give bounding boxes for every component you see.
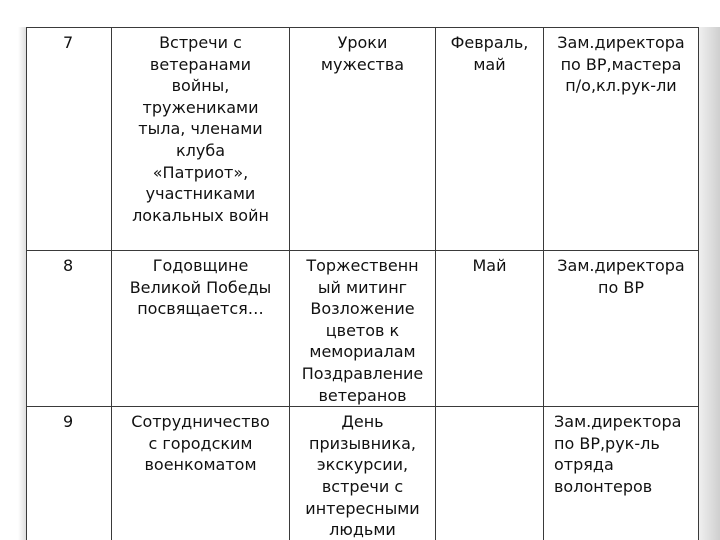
- event-cell: Сотрудничество с городским военкоматом: [112, 407, 290, 540]
- row-number: 8: [27, 251, 112, 407]
- table-row: [27, 28, 699, 251]
- responsible-cell: Зам.директора по ВР,мастера п/о,кл.рук-ли: [544, 28, 699, 251]
- page-shadow-right: [698, 27, 720, 540]
- dates-cell: [436, 407, 544, 540]
- event-cell: Годовщине Великой Победы посвящается…: [112, 251, 290, 407]
- table-row: [27, 407, 699, 540]
- row-number: 9: [27, 407, 112, 540]
- responsible-cell: Зам.директора по ВР: [544, 251, 699, 407]
- form-cell: Торжественн ый митинг Возложение цветов к мемориалам Поздравление ветеранов: [290, 251, 436, 407]
- row-number: 7: [27, 28, 112, 251]
- table-row: [27, 251, 699, 407]
- responsible-cell: Зам.директора по ВР,рук-ль отряда волонтеров: [544, 407, 699, 540]
- dates-cell: Февраль, май: [436, 28, 544, 251]
- form-cell: Уроки мужества: [290, 28, 436, 251]
- form-cell: День призывника, экскурсии, встречи с интересными людьми: [290, 407, 436, 540]
- event-cell: Встречи с ветеранами войны, тружениками тыла, членами клуба «Патриот», участниками локальных войн: [112, 28, 290, 251]
- events-table: [26, 27, 699, 540]
- dates-cell: Май: [436, 251, 544, 407]
- page-shadow-left: [18, 27, 26, 540]
